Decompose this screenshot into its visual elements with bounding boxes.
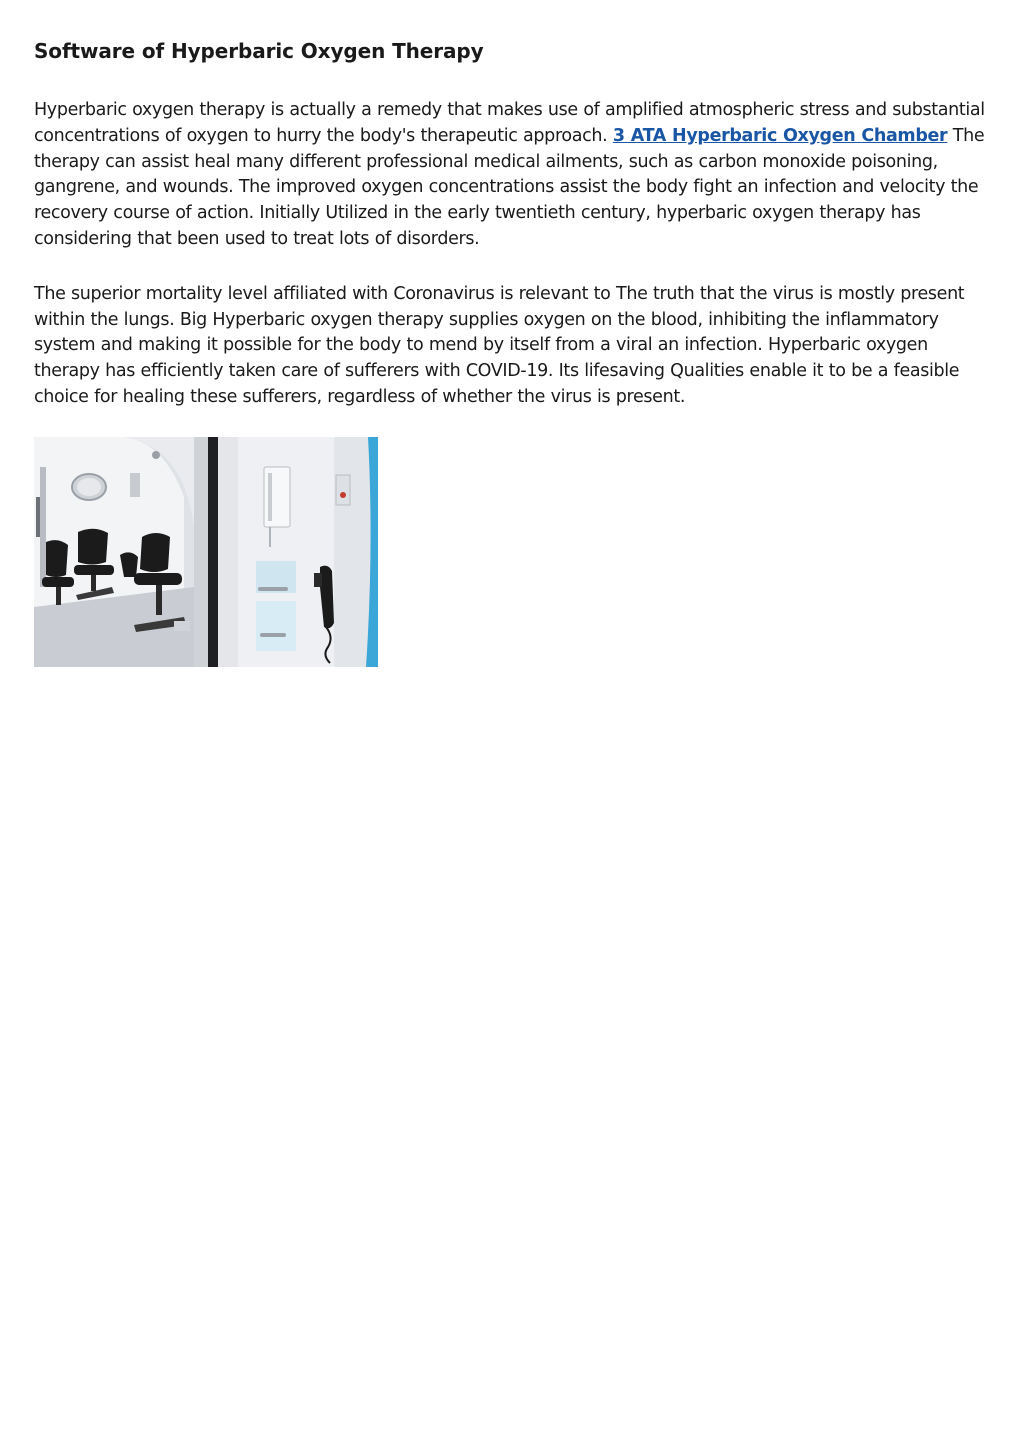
chamber-interior-illustration bbox=[34, 437, 378, 667]
paragraph-intro bbox=[34, 98, 994, 253]
paragraph-intro-text-after: The therapy can assist heal many different professional medical ailments, such as carbon monoxide poisoning, gangrene, and wounds. The improved oxygen concentrations assist the body fight an infection and velocity the recovery course of action. Initially Utilized in the early twentieth century, hyperbaric oxygen therapy has considering that been used to treat lots of disorders. bbox=[34, 125, 985, 249]
article bbox=[34, 36, 994, 411]
paragraph-covid: The superior mortality level affiliated with Coronavirus is relevant to The truth that the virus is mostly present within the lungs. Big Hyperbaric oxygen therapy supplies oxygen on the blood, inhibiting the inflammatory system and making it possible for the body to mend by itself from a viral an infection. Hyperbaric oxygen therapy has efficiently taken care of sufferers with COVID-19. Its lifesaving Qualities enable it to be a feasible choice for healing these sufferers, regardless of whether the virus is present. bbox=[34, 283, 965, 407]
chamber-link[interactable]: 3 ATA Hyperbaric Oxygen Chamber bbox=[612, 125, 948, 146]
paragraph-intro-text-before: Hyperbaric oxygen therapy is actually a remedy that makes use of amplified atmospheric stress and substantial concentrations of oxygen to hurry the body's therapeutic approach. bbox=[34, 100, 985, 146]
chamber-photo bbox=[34, 437, 378, 667]
page-title: Software of Hyperbaric Oxygen Therapy bbox=[34, 39, 484, 63]
